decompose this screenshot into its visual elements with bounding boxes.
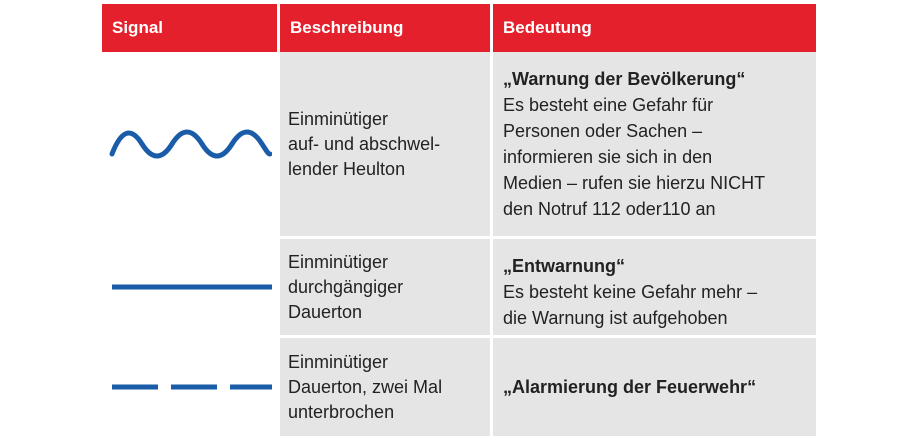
beschreibung-text: Einminütiger durchgängiger Dauerton bbox=[288, 251, 404, 322]
beschreibung-cell-warnung bbox=[280, 52, 490, 236]
bedeutung-body: Es besteht keine Gefahr mehr – die Warnung ist aufgehoben bbox=[503, 282, 758, 328]
signal-cell-warnung bbox=[102, 52, 277, 236]
beschreibung-text: Einminütiger auf- und abschwel- lender Heulton bbox=[288, 108, 441, 179]
bedeutung-cell-entwarnung bbox=[493, 239, 816, 335]
bedeutung-cell-feuerwehr bbox=[493, 338, 816, 436]
bedeutung-cell-warnung bbox=[493, 52, 816, 236]
beschreibung-cell-entwarnung bbox=[280, 239, 490, 335]
header-bedeutung: Bedeutung bbox=[493, 4, 816, 52]
wave-signal-icon bbox=[108, 124, 272, 164]
dashed-line-signal-icon bbox=[108, 381, 272, 393]
bedeutung-title: „Alarmierung der Feuerwehr“ bbox=[503, 377, 757, 397]
bedeutung-title: „Entwarnung“ bbox=[503, 256, 625, 276]
beschreibung-text: Einminütiger Dauerton, zwei Mal unterbrochen bbox=[288, 351, 443, 422]
header-signal: Signal bbox=[102, 4, 277, 52]
bedeutung-title: „Warnung der Bevölkerung“ bbox=[503, 69, 746, 89]
bedeutung-body: Es besteht eine Gefahr für Personen oder Sachen – informieren sie sich in den Medien – rufen sie hierzu NICHT den Notruf 112 oder110 an bbox=[503, 95, 766, 219]
beschreibung-cell-feuerwehr bbox=[280, 338, 490, 436]
header-beschreibung: Beschreibung bbox=[280, 4, 490, 52]
continuous-line-signal-icon bbox=[108, 281, 272, 293]
signal-cell-feuerwehr bbox=[102, 338, 277, 436]
signal-cell-entwarnung bbox=[102, 239, 277, 335]
